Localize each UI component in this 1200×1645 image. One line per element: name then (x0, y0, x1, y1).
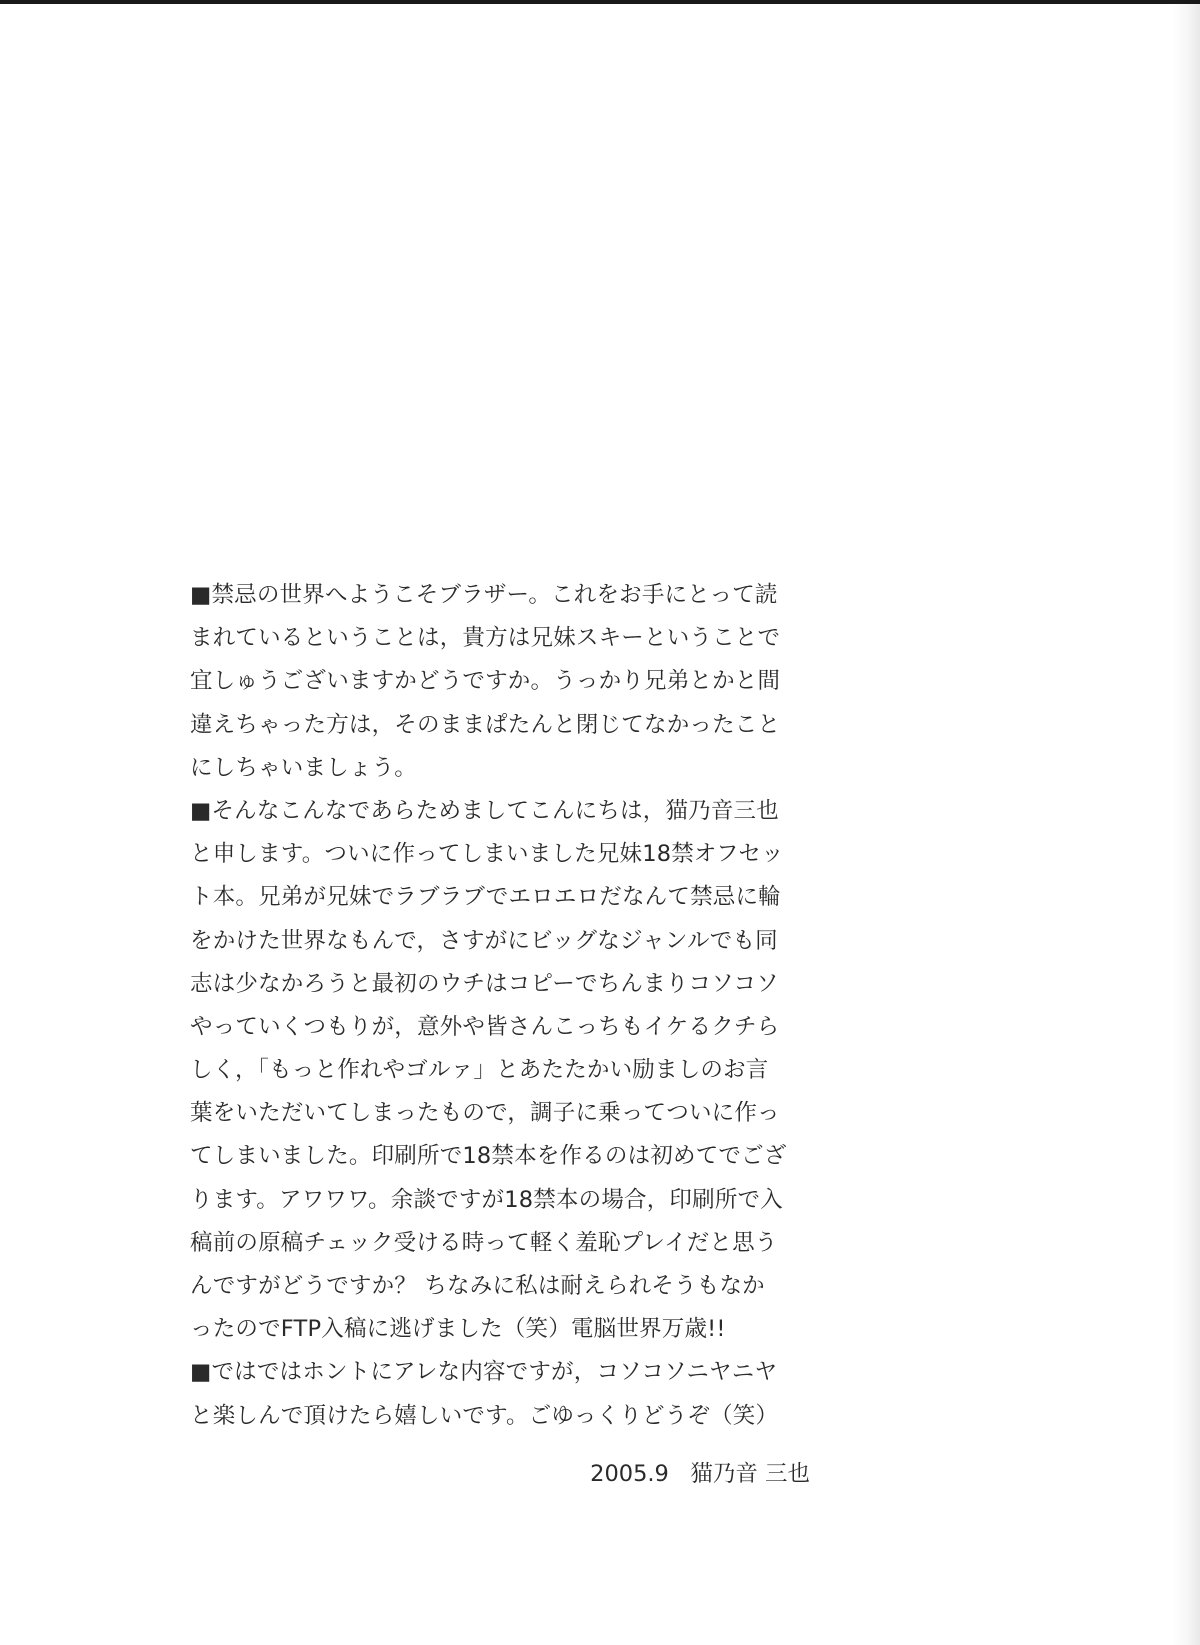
text-line: しく，「もっと作れやゴルァ」とあたたかい励ましのお言 (190, 1057, 769, 1084)
text-line: と申します。ついに作ってしまいました兄妹18禁オフセッ (190, 841, 784, 868)
signature-date: 2005.9 (590, 1461, 669, 1487)
signature-author: 猫乃音 三也 (690, 1461, 810, 1487)
afterword-text (190, 574, 810, 1438)
text-line: にしちゃいましょう。 (190, 754, 418, 781)
text-line: ト本。兄弟が兄妹でラブラブでエロエロだなんて禁忌に輪 (190, 884, 781, 911)
text-line: てしまいました。印刷所で18禁本を作るのは初めてでござ (190, 1143, 787, 1170)
text-line: ■ではではホントにアレな内容ですが，コソコソニヤニヤ (190, 1359, 778, 1386)
text-line: ったのでFTP入稿に逃げました（笑）電脳世界万歳!! (190, 1316, 726, 1343)
text-line: ■そんなこんなであらためましてこんにちは，猫乃音三也 (190, 797, 779, 824)
text-line: 違えちゃった方は，そのままぱたんと閉じてなかったこと (190, 711, 781, 738)
text-line: と楽しんで頂けたら嬉しいです。ごゆっくりどうぞ（笑） (190, 1402, 779, 1429)
text-line: んですがどうですか？ ちなみに私は耐えられそうもなか (190, 1273, 765, 1299)
text-line: 志は少なかろうと最初のウチはコピーでちんまりコソコソ (190, 970, 779, 997)
text-line: ります。アワワワ。余談ですが18禁本の場合，印刷所で入 (190, 1186, 783, 1213)
text-line: やっていくつもりが，意外や皆さんこっちもイケるクチら (190, 1013, 780, 1040)
text-line: まれているということは，貴方は兄妹スキーということで (190, 625, 781, 652)
page-top-edge (0, 0, 1200, 4)
signature (560, 1459, 810, 1489)
page-gutter-shadow (1172, 0, 1200, 1645)
text-line: 葉をいただいてしまったもので，調子に乗ってついに作っ (190, 1100, 780, 1127)
text-line: ■禁忌の世界へようこそブラザー。これをお手にとって読 (190, 582, 778, 608)
signature-spacer (669, 1461, 690, 1487)
text-line: 宜しゅうございますかどうですか。うっかり兄弟とかと間 (190, 668, 781, 695)
text-line: 稿前の原稿チェック受ける時って軽く羞恥プレイだと思う (190, 1229, 778, 1256)
text-line: をかけた世界なもんで，さすがにビッグなジャンルでも同 (190, 927, 778, 954)
